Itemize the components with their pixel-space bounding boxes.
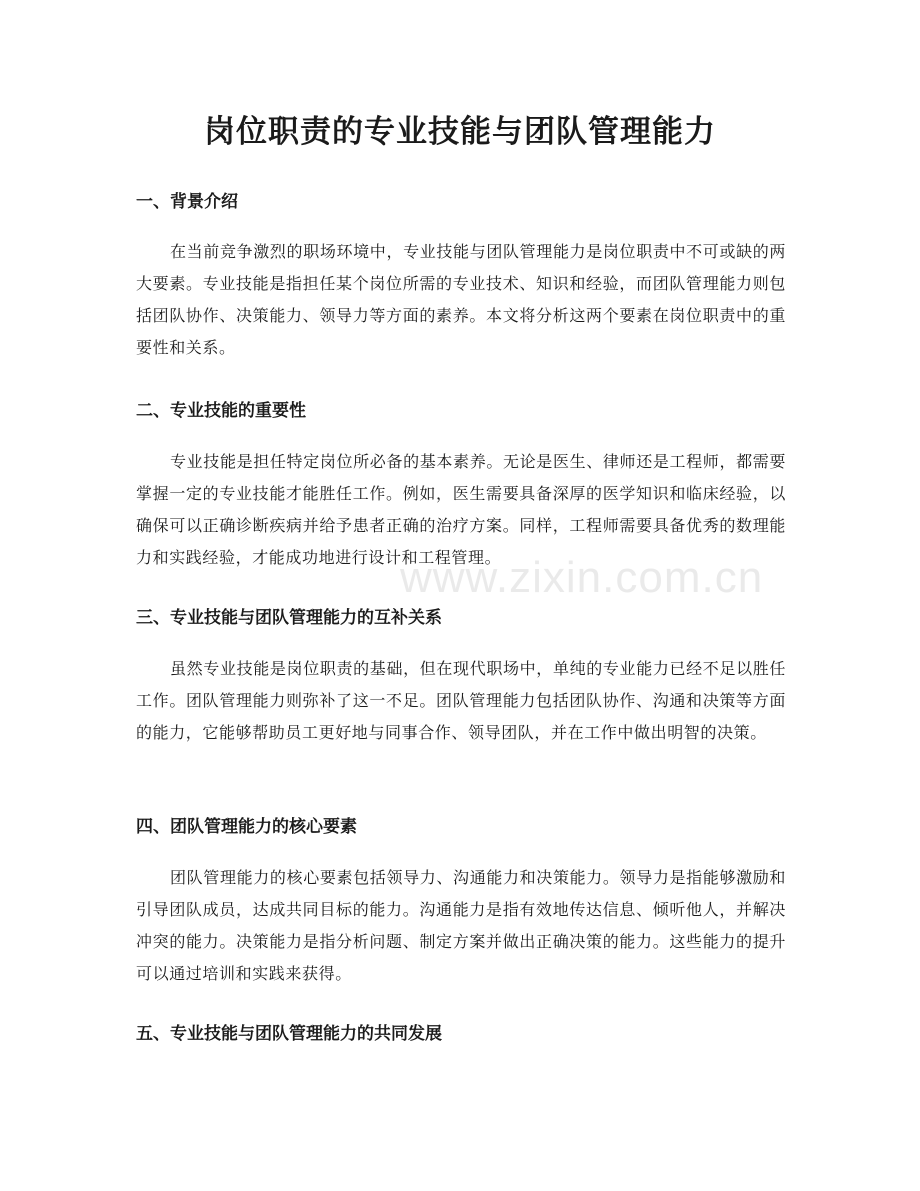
section-paragraph-skills-importance: 专业技能是担任特定岗位所必备的基本素养。无论是医生、律师还是工程师，都需要掌握一定的专业技能才能胜任工作。例如，医生需要具备深厚的医学知识和临床经验，以确保可以正确诊断疾病并给予患者正确的治疗方案。同样，工程师需要具备优秀的数理能力和实践经验，才能成功地进行设计和工程管理。 xyxy=(136,452,786,567)
section-heading-joint-development: 五、专业技能与团队管理能力的共同发展 xyxy=(136,1024,442,1044)
document-title: 岗位职责的专业技能与团队管理能力 xyxy=(204,114,716,150)
section-heading-background: 一、背景介绍 xyxy=(136,192,238,212)
section-heading-skills-importance: 二、专业技能的重要性 xyxy=(136,401,306,421)
section-paragraph-background: 在当前竞争激烈的职场环境中，专业技能与团队管理能力是岗位职责中不可或缺的两大要素。专业技能是指担任某个岗位所需的专业技术、知识和经验，而团队管理能力则包括团队协作、决策能力、领导力等方面的素养。本文将分析这两个要素在岗位职责中的重要性和关系。 xyxy=(136,242,786,357)
section-heading-complementary: 三、专业技能与团队管理能力的互补关系 xyxy=(136,608,442,628)
section-heading-core-elements: 四、团队管理能力的核心要素 xyxy=(136,817,357,837)
section-paragraph-core-elements: 团队管理能力的核心要素包括领导力、沟通能力和决策能力。领导力是指能够激励和引导团队成员，达成共同目标的能力。沟通能力是指有效地传达信息、倾听他人，并解决冲突的能力。决策能力是指分析问题、制定方案并做出正确决策的能力。这些能力的提升可以通过培训和实践来获得。 xyxy=(136,868,786,983)
watermark: www.zixin.com.cn xyxy=(400,553,764,602)
section-paragraph-complementary: 虽然专业技能是岗位职责的基础，但在现代职场中，单纯的专业能力已经不足以胜任工作。团队管理能力则弥补了这一不足。团队管理能力包括团队协作、沟通和决策等方面的能力，它能够帮助员工更好地与同事合作、领导团队，并在工作中做出明智的决策。 xyxy=(136,659,786,742)
